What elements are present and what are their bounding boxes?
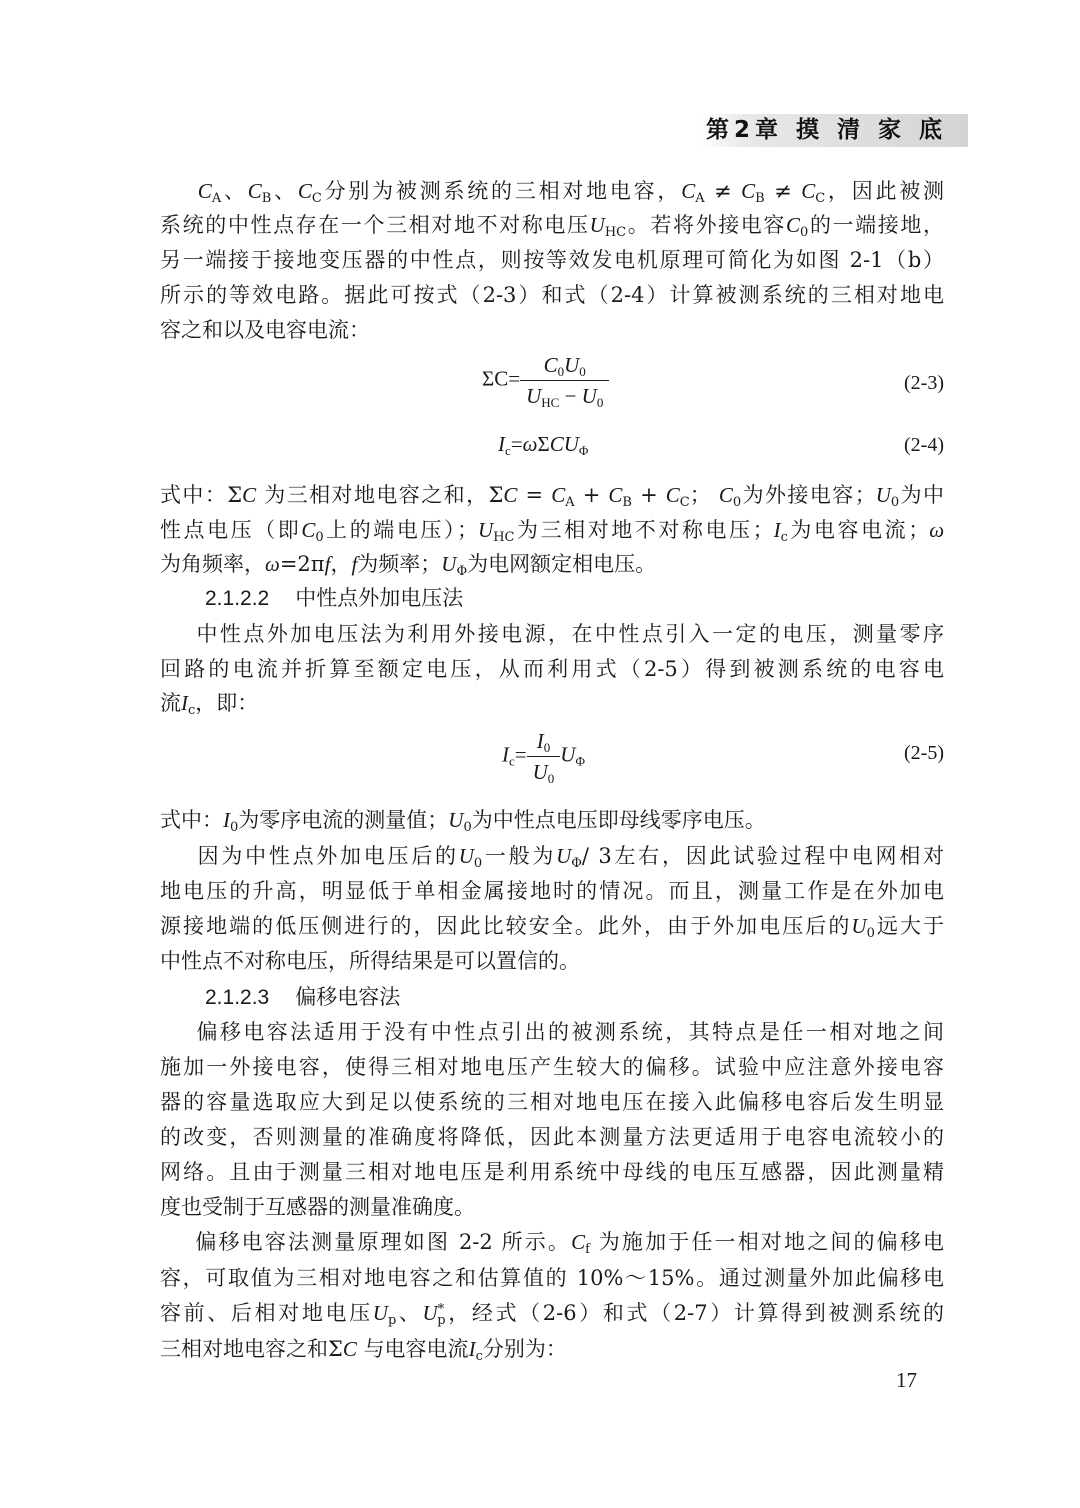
paragraph-line: 式中：$I_0$为零序电流的测量值；$U_0$为中性点电压即母线零序电压。 [160, 808, 766, 835]
equation-number: (2-3) [904, 372, 944, 394]
paragraph-line: 容之和以及电容电流： [160, 318, 370, 342]
equation-number: (2-5) [904, 742, 944, 764]
page-number: 17 [896, 1368, 917, 1392]
paragraph-line: 所示的等效电路。据此可按式（2-3）和式（2-4）计算被测系统的三相对地电 [160, 283, 944, 307]
equation-2-3: ΣC= $\frac{C_0U_0}{U_{HC} - U_0}$ [482, 352, 609, 409]
paragraph-line: 因为中性点外加电压后的$U_0$一般为$U_\Phi/$ 3左右，因此试验过程中电网相对 [197, 844, 944, 871]
paragraph-line: 系统的中性点存在一个三相对地不对称电压$U_{HC}$。若将外接电容$C_0$的一端接地， [160, 213, 944, 240]
equation-2-5: $I_c=$ $\frac{I_0}{U_0}$ $U_\Phi$ [502, 729, 585, 786]
paragraph-line: 中性点不对称电压，所得结果是可以置信的。 [160, 949, 580, 973]
paragraph-line: 源接地端的低压侧进行的，因此比较安全。此外，由于外加电压后的$U_0$远大于 [160, 914, 944, 941]
paragraph-line: 回路的电流并折算至额定电压，从而利用式（2-5）得到被测系统的电容电 [160, 657, 944, 681]
paragraph-line: 网络。且由于测量三相对地电压是利用系统中母线的电压互感器，因此测量精 [160, 1160, 944, 1184]
paragraph-line: $C_A$、$C_B$、$C_C$分别为被测系统的三相对地电容，$C_A \ne C_B \ne C_C$，因此被测 [197, 179, 944, 206]
paragraph-line: 偏移电容法适用于没有中性点引出的被测系统，其特点是任一相对地之间 [196, 1020, 944, 1044]
paragraph-line: 性点电压（即$C_0$上的端电压）；$U_{HC}$为三相对地不对称电压；$I_c$为电容电流；ω [160, 518, 944, 545]
paragraph-line: 偏移电容法测量原理如图 2-2 所示。$C_f$ 为施加于任一相对地之间的偏移电 [195, 1230, 944, 1257]
paragraph-line: 容前、后相对地电压$U_p$、$U^*_p$，经式（2-6）和式（2-7）计算得到被测系统的 [160, 1301, 944, 1328]
section-heading: 2.1.2.2 中性点外加电压法 [205, 586, 464, 610]
paragraph-line: 流$I_c$，即： [160, 691, 259, 718]
equation-2-4: $I_c=\omega\Sigma CU_\Phi$ [498, 432, 589, 458]
paragraph-line: 器的容量选取应大到足以使系统的三相对地电压在接入此偏移电容后发生明显 [160, 1090, 944, 1114]
paragraph-line: 中性点外加电压法为利用外接电源，在中性点引入一定的电压，测量零序 [196, 622, 944, 646]
equation-number: (2-4) [904, 434, 944, 456]
paragraph-line: 容，可取值为三相对地电容之和估算值的 10%～15%。通过测量外加此偏移电 [160, 1266, 944, 1290]
paragraph-line: 地电压的升高，明显低于单相金属接地时的情况。而且，测量工作是在外加电 [160, 879, 944, 903]
chapter-header: 第2章 摸 清 家 底 [706, 117, 948, 143]
paragraph-line: 施加一外接电容，使得三相对地电压产生较大的偏移。试验中应注意外接电容 [160, 1055, 944, 1079]
paragraph-line: 式中：ΣC 为三相对地电容之和，$\Sigma C = C_A + C_B + C_C$； $C_0$为外接电容；$U_0$为中 [160, 483, 944, 510]
paragraph-line: 三相对地电容之和ΣC 与电容电流$I_c$分别为： [160, 1337, 567, 1364]
section-heading: 2.1.2.3 偏移电容法 [205, 985, 401, 1009]
paragraph-line: 度也受制于互感器的测量准确度。 [160, 1195, 475, 1219]
paragraph-line: 为角频率，ω=2πf，f为频率；$U_\Phi$为电网额定相电压。 [160, 552, 657, 579]
paragraph-line: 另一端接于接地变压器的中性点，则按等效发电机原理可简化为如图 2-1（b） [160, 248, 944, 272]
paragraph-line: 的改变，否则测量的准确度将降低，因此本测量方法更适用于电容电流较小的 [160, 1125, 944, 1149]
